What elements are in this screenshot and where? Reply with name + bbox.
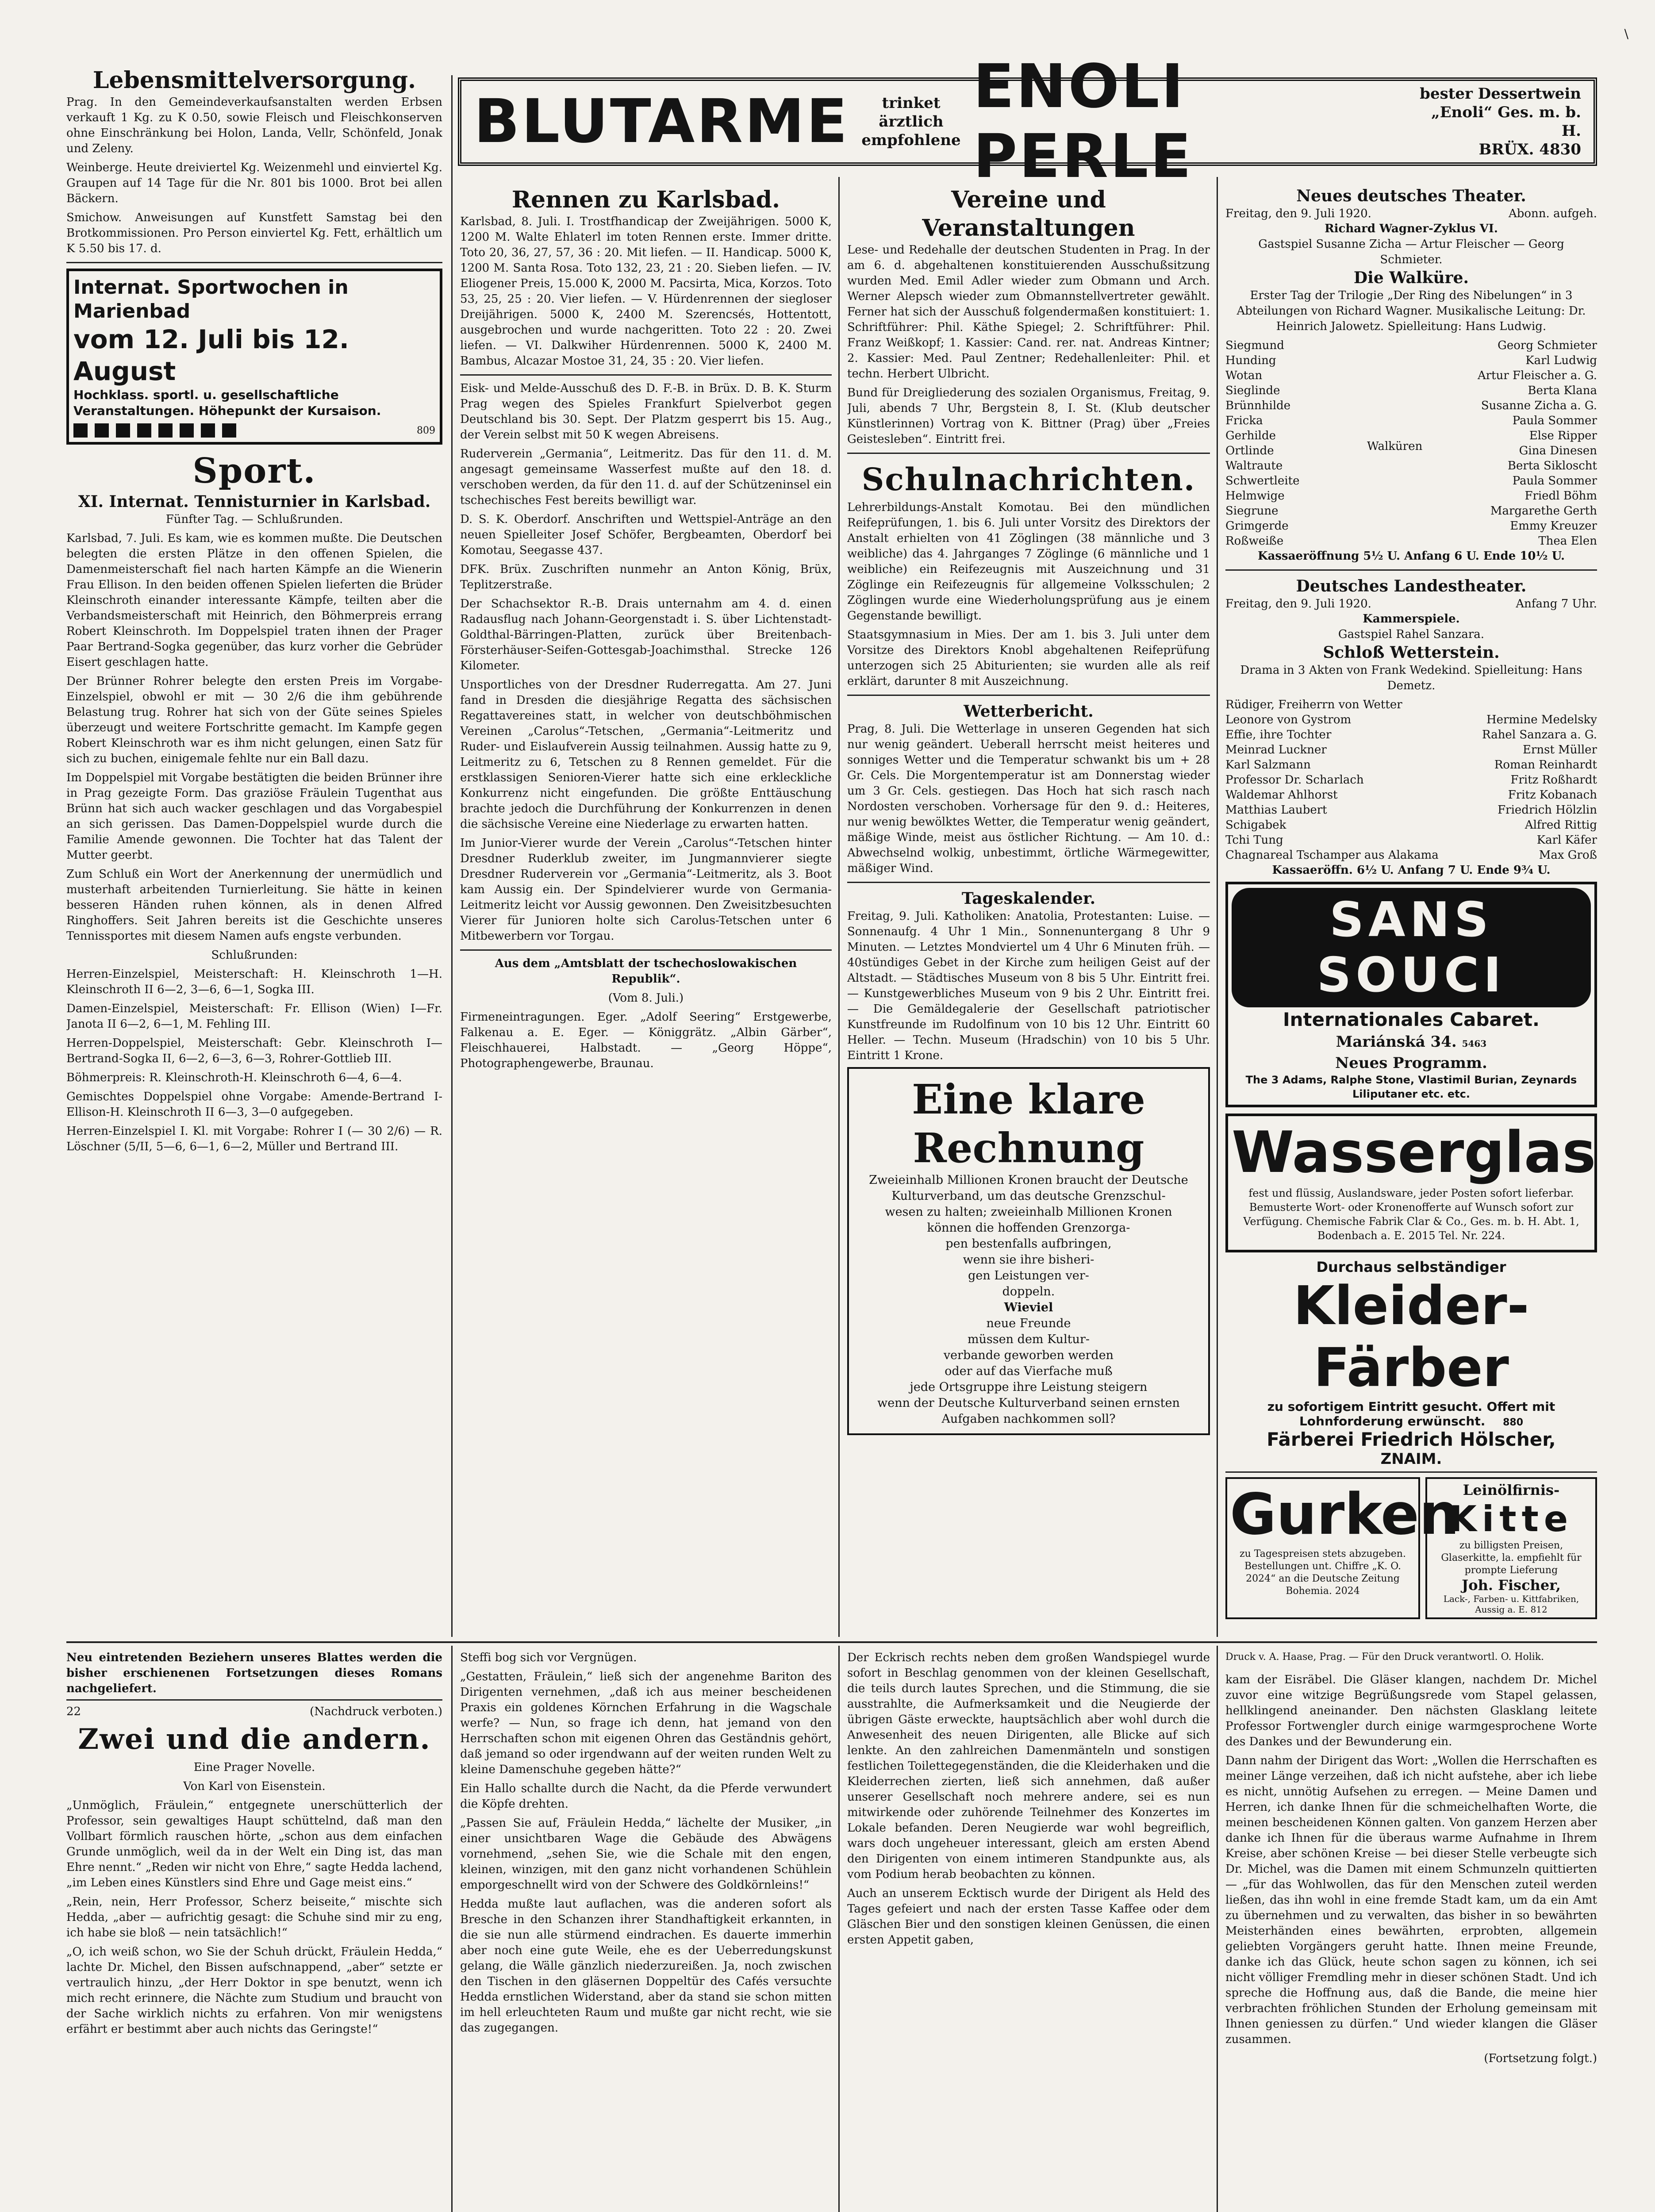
banner-middle-1: trinket ärztlich [879,94,944,131]
serial-p8: Hedda mußte laut auflachen, was die anderen sofort als Bresche in den Schanzen ihrer Standhaftigkeit erkannten, in die sie nun alle stürmend eindrachen. Es dauerte immerhin aber noch eine gute Weile, ehe es der Ueberredungskunst gelang, die Wälle gänzlich niederzureißen. Ja, noch zwischen den Tischen in den gläsernen Doppeltür des Cafés versuchte Hedda ernstlichen Widerstand, aber da stand sie schon mitten im hell erleuchteten Raum und mußte gar nicht recht, wie sie das zugegangen. [460,1897,832,2035]
theatre2-guest: Gastspiel Rahel Sanzara. [1338,628,1485,641]
serial-notice: Neu eintretenden Beziehern unseres Blattes werden die bisher erschienenen Fortsetzungen dieses Romans nachgeliefert. [66,1650,442,1701]
cast-role: Grimgerde [1225,519,1289,533]
divider [847,453,1210,454]
cast-row [1225,697,1597,712]
theatre1-guests: Gastspiel Susanne Zicha — Artur Fleischer — Georg Schmieter. [1258,238,1564,266]
theatre1-cast [1225,338,1597,549]
cast-row [1225,353,1597,368]
ad-line: Kulturverband, um das deutsche Grenzschul- [891,1189,1166,1203]
serial-nachdruck: (Nachdruck verboten.) [310,1705,442,1718]
kf-p2: Lohnforderung erwünscht. [1299,1414,1486,1429]
theatre2-play: Schloß Wetterstein. [1323,643,1500,662]
column-rule [838,1646,840,2212]
cast-actor: Margarethe Gerth [1490,504,1597,518]
cast-row [1225,534,1597,549]
theatre1-title: Neues deutsches Theater. [1296,187,1526,205]
cast-row [1225,503,1597,518]
kf-firm: Färberei Friedrich Hölscher, [1267,1429,1556,1450]
divider [847,882,1210,883]
bottom-ads-row [1225,1477,1597,1619]
ad-line: neue Freunde [986,1317,1071,1330]
cast-role: Siegrune [1225,504,1279,518]
ad-line: doppeln. [1002,1285,1055,1298]
marienbad-desc: Hochklass. sportl. u. gesellschaftliche Veranstaltungen. Höhepunkt der Kursaison. [73,388,381,418]
serial-p2: „Rein, nein, Herr Professor, Scherz beiseite,“ mischte sich Hedda, „aber — aufrichtig gesagt: die Schuhe sind mir zu eng, ich habe sie bloß — nein tatsächlich!“ [66,1895,442,1939]
banner-middle [849,94,973,150]
food-p1: Prag. In den Gemeindeverkaufsanstalten werden Erbsen verkauft 1 Kg. zu K 0.50, sowie Fleisch und Fleischkonserven ohne Einschränkung bei Holon, Landa, Vellr, Schönfeld, Jonak und Zeleny. [66,96,442,155]
cast-row [1225,803,1597,818]
banner-tag-num: 4830 [1539,141,1581,158]
corner-mark: \ [1624,27,1628,41]
cabaret-program: Neues Programm. [1335,1054,1487,1072]
cast-role: Helmwige [1225,489,1285,503]
cast-actor: Alfred Rittig [1524,818,1597,832]
kitte-addr: Lack-, Farben- u. Kittfabriken, Aussig a. E. 812 [1443,1594,1579,1615]
cast-role: Ortlinde [1225,444,1274,457]
column-rule [1217,1646,1218,2212]
serial-p12: Dann nahm der Dirigent das Wort: „Wollen die Herrschaften es meiner Länge verzeihen, daß ich nicht aufstehe, aber ich liebe es nicht, unnötig Aufsehen zu erregen. — Meine Damen und Herren, ich danke Ihnen für die schmeichelhaften Worte, die meinen bescheidenen Können galten. Von ganzem Herzen aber danke ich Ihnen für die überaus warme Aufnahme in Ihrem Kreise, aber schönen Kreise — bei dieser Stelle verbeugte sich Dr. Michel, was die Damen mit einem Schmunzeln quittierten — „für das Wohlwollen, das für den Menschen zuteil werden ließen, das ihn wohl in eine fremde Stadt kam, um da ein Amt zu übernehmen und zu verwalten, das bisher in so bewährten Meisterhänden eines bewährten, erprobten, allgemein geliebten Vorgängers geruht hatte. Ihnen meine Freunde, danke ich das Glück, heute schon sagen zu können, ich sei nicht völliger Fremdling mehr in dieser schönen Stadt. Und ich spreche die Hoffnung aus, daß die Bande, die meine hier verbrachten fröhlichen Stunden der Erholung gemeinsam mit Ihnen geniessen zu dürfen.“ Und wieder klangen die Gläser zusammen. [1225,1754,1597,2046]
column-1 [66,66,442,1632]
marienbad-ad [66,269,442,445]
ad-line: pen bestenfalls aufbringen, [945,1237,1112,1251]
gurken-title: Gurken [1230,1482,1459,1548]
column-3 [847,186,1210,1637]
kf-top: Durchaus selbständiger [1316,1259,1506,1275]
cast-row [1225,772,1597,787]
cast-role: Roßweiße [1225,534,1284,548]
cast-row [1225,458,1597,473]
kf-p2-line [1225,1414,1597,1429]
news-p2: Ruderverein „Germania“, Leitmeritz. Das für den 11. d. M. angesagt gemeinsame Wasserfest mußte auf den 18. d. verschoben werden, da für den 11. d. auf der Schützeninsel ein tschechisches Fest bereits bewilligt war. [460,447,832,507]
theatre2-sub: Kammerspiele. [1363,612,1460,626]
serial-col-4 [1225,1672,1597,2212]
cast-role: Brünnhilde [1225,399,1291,412]
tennis-p3: Im Doppelspiel mit Vorgabe bestätigten die beiden Brünner ihre in Prag gezeigte Form. Das graziöse Fräulein Tugenthat aus Brünn hat sich auch wacker geschlagen und das Vorgabespiel an sich gerissen. Das Damen-Doppelspiel wurde durch die Familie Amende gewonnen. Die Tochter hat das Talent der Mutter geerbt. [66,771,442,862]
amtsblatt-date: (Vom 8. Juli.) [608,991,684,1005]
pattern-block [116,423,130,438]
serial-subtitle: Eine Prager Novelle. [193,1761,315,1774]
walkueren-bracket-label: Walküren [1367,440,1423,453]
serial-p3: „O, ich weiß schon, wo Sie der Schuh drückt, Fräulein Hedda,“ lachte Dr. Michel, den Bissen aufschnappend, „aber“ setzte er vertraulich hinzu, „der Herr Doktor in spe benutzt, wenn ich mich recht erinnere, die Nächte zum Studium und braucht von der Sache wirklich nichts zu erfahren. Von mir wenigstens erfährt er bestimmt aber auch nichts das Geringste!“ [66,1945,442,2036]
ad-line: müssen dem Kultur- [968,1333,1090,1346]
cast-actor: Georg Schmieter [1498,339,1597,352]
race-p1: Karlsbad, 8. Juli. I. Trostfhandicap der Zweijährigen. 5000 K, 1200 M. Walte Ehlaterl im toten Rennen erste. Immer dritte. Toto 20, 36, 27, 57, 36 : 20. Mit liefen. — II. Handicap. 5000 K, 1200 M. Santa Rosa. Toto 132, 23, 21 : 20. Sieben liefen. — IV. Eliogener Preis, 15.000 K, 2000 M. Pacsirta, Mica, Korzos. Toto 53, 25, 25 : 20. Vier liefen. — V. Hürdenrennen der siegloser Dreijährigen. 5000 K, 2400 M. Szerencsés, Hottentott, ausgebrochen und wurde nachgeritten. Toto 22 : 20. Zwei liefen. — VI. Dalkwiher Hürdenrennen. 5000 K, 2400 M. Bambus, Alcazar Mostoe 31, 24, 35 : 20. Vier liefen. [460,215,832,368]
school-p1: Lehrerbildungs-Anstalt Komotau. Bei den mündlichen Reifeprüfungen, 1. bis 6. Juli unter Vorsitz des Direktors der Anstalt erhielten von 41 Zöglingen (38 männliche und 3 weibliche) das 4. Jahrganges 7 Zöglinge (6 männliche und 1 weibliche) ein Reifezeugnis mit Auszeichnung und 31 Zöglinge ein Reifezeugnis für allgemeine Volksschulen; 2 Zöglingen wurde eine Wiederholungsprüfung aus je einem Gegenstande bewilligt. [847,501,1210,622]
column-rule [838,177,840,1637]
wasserglas-ad [1225,1114,1597,1252]
pattern-block [137,423,151,438]
cast-actor: Friedl Böhm [1524,489,1597,503]
theatre1-date: Freitag, den 9. Juli 1920. [1225,207,1371,220]
cast-row [1225,473,1597,488]
banner-tag [1413,84,1581,159]
cabaret-acts: The 3 Adams, Ralphe Stone, Vlastimil Burian, Zeynards Liliputaner etc. etc. [1245,1074,1577,1100]
cast-actor: Else Ripper [1529,429,1597,442]
cast-actor: Hermine Medelsky [1486,713,1597,726]
cast-role: Sieglinde [1225,384,1280,397]
marienbad-title: Internat. Sportwochen in Marienbad [73,276,349,323]
assoc-title: Vereine und Veranstaltungen [922,186,1135,242]
kulturverband-ad [847,1067,1210,1435]
assoc-p1: Lese- und Redehalle der deutschen Studenten in Prag. In der am 6. d. abgehaltenen konstituierenden Ausschußsitzung wurden Med. Emil Adler wieder zum Obmann und Arch. Werner Alepsch wieder zum Obmannstellvertreter gewählt. Ferner hat sich der Ausschuß folgendermaßen konstituiert: 1. Schriftführer: Phil. Käthe Spiegel; 2. Schriftführer: Phil. Franz Weißkopf; 1. Kassier: Cand. rer. nat. Andreas Kintner; 2. Kassier: Med. Paul Zentner; Redehallenleiter: Phil. et techn. Herbert Ulbricht. [847,243,1210,380]
cast-actor: Paula Sommer [1512,414,1597,427]
serial-title: Zwei und die andern. [78,1723,431,1756]
cast-role: Gerhilde [1225,429,1276,442]
news-p5: Der Schachsektor R.-B. Drais unternahm am 4. d. einen Radausflug nach Johann-Georgenstadt i. S. über Lichtenstadt-Goldthal-Bärringen-Platten, zurück über Breitenbach-Försterhäuser-Seifen-Gottesgab-Joachimsthal. Strecke 126 Kilometer. [460,597,832,672]
cast-role: Siegmund [1225,339,1284,352]
ad-line: Wieviel [1004,1301,1053,1314]
banner-tag-3: BRÜX. [1478,141,1534,158]
race-title: Rennen zu Karlsbad. [511,186,780,213]
theatre2-date: Freitag, den 9. Juli 1920. [1225,597,1371,611]
column-rule [451,1646,453,2212]
newspaper-page [66,52,1597,2212]
cast-role: Meinrad Luckner [1225,743,1327,757]
ad-line: oder auf das Vierfache muß [945,1364,1113,1378]
serial-p6: Ein Hallo schallte durch die Nacht, da die Pferde verwundert die Köpfe drehten. [460,1782,832,1811]
cast-row [1225,833,1597,848]
serial-col-1 [66,1650,442,2212]
cast-row [1225,742,1597,757]
gurken-text: zu Tagespreisen stets abzugeben. Bestellungen unt. Chiffre „K. O. 2024“ an die Deutsche Zeitung Bohemia. 2024 [1240,1548,1406,1597]
theatre1-abo: Abonn. aufgeh. [1508,207,1597,220]
cast-role: Effie, ihre Tochter [1225,728,1332,741]
ad-line: wenn der Deutsche Kulturverband seinen ernsten [877,1396,1180,1410]
serial-p1: „Unmöglich, Fräulein,“ entgegnete unerschütterlich der Professor, sein gewaltiges Haupt schüttelnd, daß man den Vollbart förmlich rauschen hörte, „schon aus dem einfachen Grunde unmöglich, weil da in der Welt ein Ding ist, das man Ehre nennt.“ „Reden wir nicht von Ehre,“ sagte Hedda lachend, „im Leben eines Künstlers sind Ehre und Gage meist eins.“ [66,1799,442,1889]
gurken-ad [1225,1477,1459,1619]
serial-col-3 [847,1650,1210,2212]
cast-role: Chagnareal Tschamper aus Alakama [1225,849,1439,862]
cast-actor: Ernst Müller [1522,743,1597,757]
food-p2: Weinberge. Heute dreiviertel Kg. Weizenmehl und einviertel Kg. Graupen auf 14 Tage für die Nr. 801 bis 1000. Brot bei allen Bäckern. [66,161,442,205]
cast-actor: Berta Klana [1528,384,1597,397]
marienbad-dates: vom 12. Juli bis 12. August [73,324,349,386]
banner-left: BLUTARME [474,87,849,157]
cast-row [1225,338,1597,353]
pattern-block [222,423,236,438]
cast-actor: Karl Ludwig [1525,354,1597,367]
ad-line: Zweieinhalb Millionen Kronen braucht der Deutsche [869,1173,1188,1187]
banner-middle-2: empfohlene [861,131,961,149]
pattern-block [95,423,109,438]
theatre2-info: Drama in 3 Akten von Frank Wedekind. Spielleitung: Hans Demetz. [1240,664,1582,692]
kitte-firm: Joh. Fischer, [1462,1577,1561,1594]
serial-p5: „Gestatten, Fräulein,“ ließ sich der angenehme Bariton des Dirigenten vernehmen, „daß ich aus meiner bescheidenen Praxis ein goldenes Körnchen Erfahrung in die Wagschale werfe? — Nun, so frage ich denn, hat jemand von den Herrschaften schon mit eigenen Ohren das Geständnis gehört, daß jemand so oder irgendwann auf der weiten runden Welt zu kleine Damenschuhe gegeben hätte?“ [460,1670,832,1776]
ad-line: wenn sie ihre bisheri- [963,1253,1094,1267]
column-rule [451,75,453,1637]
theatre2-times: Kassaeröffn. 6½ U. Anfang 7 U. Ende 9¾ U. [1272,864,1551,877]
cast-actor: Paula Sommer [1512,474,1597,488]
cast-row [1225,383,1597,398]
theatre2-cast [1225,697,1597,863]
kulturverband-lines [855,1172,1202,1427]
regatta-p2: Im Junior-Vierer wurde der Verein „Carolus“-Tetschen hinter Dresdner Ruderklub zweiter, im Jungmannvierer siegte Dresdner Ruderverein vor „Germania“-Leitmeritz, als 3. Boot kam Aussig ein. Der Spindelvierer wurde von Germania-Leitmeritz leicht vor Aussig gewonnen. Den Zweisitzbesuchten Vierer für Junioren holte sich Carolus-Tetschen unter 6 Mitbewerbern vor Torgau. [460,837,832,943]
cabaret-num: 5463 [1462,1038,1487,1049]
kleider-faerber-ad [1225,1259,1597,1473]
ad-line: wesen zu halten; zweieinhalb Millionen Kronen [885,1205,1172,1219]
kf-num: 880 [1503,1417,1524,1428]
pattern-block [180,423,194,438]
cast-role: Leonore von Gystrom [1225,713,1352,726]
cabaret-ad [1225,882,1597,1107]
cast-actor: Fritz Kobanach [1508,788,1597,802]
school-title: Schulnachrichten. [861,461,1196,498]
food-supply-title: Lebensmittelversorgung. [92,67,416,94]
divider [460,949,832,951]
cast-role: Schigabek [1225,818,1286,832]
tennis-p1: Karlsbad, 7. Juli. Es kam, wie es kommen mußte. Die Deutschen belegten die ersten Plätze in den offenen Spielen, die Damenmeisterschaft fiel nach harten Kämpfe an die Wienerin Frau Ellison. In den beiden offenen Spielen lieferten die Brüder Kleinschroth einander interessante Kämpfe, teilten aber die Verbandsmeisterschaft mit Heinrich, den Böhmerpreis errang Robert Kleinschroth. Im Doppelspiel traten ihnen der Prager Paar Bertrand-Sogka gegenüber, das kurz vorher die Gebrüder Eisert geschlagen hatte. [66,532,442,669]
assoc-p2: Bund für Dreigliederung des sozialen Organismus, Freitag, 9. Juli, abends 7 Uhr, Bergstein 8, I. St. (Klub deutscher Künstlerinnen) Vortrag von K. Bittner (Prag) über „Freies Geistesleben“. Eintritt frei. [847,386,1210,446]
cast-row [1225,488,1597,503]
cast-actor: Emmy Kreuzer [1510,519,1597,533]
sanssouci-logo: SANS SOUCI [1232,888,1591,1007]
feuilleton-separator [66,1641,1597,1643]
divider [66,262,442,263]
column-rule [1217,177,1218,1637]
cast-role: Schwertleite [1225,474,1300,488]
kf-p1: zu sofortigem Eintritt gesucht. Offert mit [1267,1399,1555,1414]
sport-title: Sport. [192,451,316,491]
news-p4: DFK. Brüx. Zuschriften nunmehr an Anton König, Brüx, Teplitzerstraße. [460,563,832,591]
column-4 [1225,186,1597,1637]
pattern-block [73,423,88,438]
kf-city: ZNAIM. [1380,1450,1442,1468]
cast-role: Matthias Laubert [1225,803,1327,817]
wasserglas-title: Wasserglas [1232,1120,1596,1186]
banner-tag-2: „Enoli“ Ges. m. b. H. [1431,104,1581,140]
ad-line: jede Ortsgruppe ihre Leistung steigern [910,1380,1148,1394]
kitte-text: zu billigsten Preisen, Glaserkitte, la. empfiehlt für prompte Lieferung [1441,1540,1582,1576]
cast-actor: Susanne Zicha a. G. [1481,399,1597,412]
divider [460,374,832,376]
cast-row [1225,398,1597,413]
cast-row [1225,518,1597,534]
ad-line: verbande geworben werden [943,1348,1114,1362]
tennis-p4: Zum Schluß ein Wort der Anerkennung der unermüdlich und musterhaft arbeitenden Turnierleitung. Sie hätte in keinen besseren Händen ruhen können, als in denen Alfred Ringhoffers. Seit Jahren bereits ist die Geschichte unseres Tennissportes mit diesem Namen aufs engste verbunden. [66,868,442,943]
marienbad-num: 809 [417,425,435,436]
cast-role: Waltraute [1225,459,1283,472]
theatre2-title: Deutsches Landestheater. [1296,577,1527,595]
cast-role: Fricka [1225,414,1263,427]
serial-p9: Der Eckrisch rechts neben dem großen Wandspiegel wurde sofort in Beschlag genommen von der kleinen Gesellschaft, die teils durch lautes Sprechen, und die Stimmung, die sie ausstrahlte, die Aufmerksamkeit und die Neugierde der übrigen Gäste erweckte, hauptsächlich aber wohl durch die Anwesenheit des neuen Dirigenten, alle Blicke auf sich lenkte. An den zahlreichen Damenmänteln und sonstigen festlichen Toilettegegenständen, die die Kleiderhaken und die Kleiderrechen zierten, ließ sich annehmen, daß außer unserer Gesellschaft noch mehrere andere, sei es nun mitwirkende oder zuhörende Teilnehmer des Konzertes im Lokale befanden. Deren Neugierde war wohl begreiflich, wars doch ungeheuer interessant, gleich am ersten Abend den Dirigenten von einem intimeren Standpunkte aus, als vom Podium herab beobachten zu können. [847,1651,1210,1881]
kulturverband-title: Eine klare Rechnung [912,1075,1145,1172]
theatre2-start: Anfang 7 Uhr. [1516,597,1597,611]
tennis-p2: Der Brünner Rohrer belegte den ersten Preis im Vorgabe-Einzelspiel, obwohl er mit — 30 2/6 die ihm gebührende Belastung trug. Rohrer hat sich von der Güte seines Spieles überzeugt und weitere Fortschritte gemacht. Im Kampfe gegen Robert Kleinschroth war es ihm nicht gelungen, einen Satz für sich zu buchen, einigemale fehlte nur ein Ball dazu. [66,675,442,765]
cast-role: Wotan [1225,369,1263,382]
cast-row [1225,368,1597,383]
results-title: Schlußrunden: [211,949,298,962]
calendar-p: Freitag, 9. Juli. Katholiken: Anatolia, Protestanten: Luise. — Sonnenaufg. 4 Uhr 1 Min., Sonnenuntergang 8 Uhr 9 Minuten. — Letztes Mondviertel um 4 Uhr 6 Minuten früh. — 40stündiges Gebet in der Kirche zum heiligen Geist auf der Altstadt. — Städtisches Museum von 8 bis 5 Uhr. Eintritt frei. — Kunstgewerbliches Museum von 9 bis 2 Uhr. Eintritt frei. — Die Gemäldegalerie der Gesellschaft patriotischer Kunstfreunde im Rudolfinum von 10 bis 12 Uhr. Eintritt 60 Heller. — Techn. Museum (Hradschin) von 10 bis 5 Uhr. Eintritt 1 Krone. [847,910,1210,1062]
cast-role: Tchi Tung [1225,833,1283,847]
kf-title: Kleider-Färber [1293,1275,1529,1399]
cast-role: Rüdiger, Freiherrn von Wetter [1225,698,1402,711]
cast-actor: Berta Sikloscht [1507,459,1597,472]
result-4: Böhmerpreis: R. Kleinschroth-H. Kleinschroth 6—4, 6—4. [66,1071,402,1084]
cast-role: Professor Dr. Scharlach [1225,773,1364,787]
cast-row [1225,413,1597,428]
result-2: Damen-Einzelspiel, Meisterschaft: Fr. Ellison (Wien) I—Fr. Janota II 6—2, 6—1, M. Fehling III. [66,1002,442,1031]
result-6: Herren-Einzelspiel I. Kl. mit Vorgabe: Rohrer I (— 30 2/6) — R. Löschner (5/II, 5—6, 6—1, 6—2, Müller und Bertrand III. [66,1125,442,1153]
theatre1-times: Kassaeröffnung 5½ U. Anfang 6 U. Ende 10½ U. [1257,549,1565,563]
food-p3: Smichow. Anweisungen auf Kunstfett Samstag bei den Brotkommissionen. Pro Person einviertel Kg. Fett, erhältlich um K 5.50 bis 17. d. [66,211,442,255]
serial-p7: „Passen Sie auf, Fräulein Hedda,“ lächelte der Musiker, „in einer unsichtbaren Wage die Gebäude des Abwägens vornehmend, „sehen Sie, wie die Schale mit den engen, kleinen, winzigen, mit den ganz nicht vorhandenen Schühlein emporgeschnellt wird von der Schwere des Goldkörnleins!“ [460,1816,832,1892]
serial-continued: (Fortsetzung folgt.) [1484,2052,1597,2065]
weather-title: Wetterbericht. [964,702,1094,721]
calendar-title: Tageskalender. [961,889,1096,908]
tennis-sub: Fünfter Tag. — Schlußrunden. [165,513,343,526]
news-p1: Eisk- und Melde-Ausschuß des D. F.-B. in Brüx. D. B. K. Sturm Prag wegen des Spieles Frankfurt Spielverbot gegen Deutschland bis 30. Sept. Der Platzm gesperrt bis 15. Aug., der Verein selbst mit 50 K wegen Abreisens. [460,382,832,442]
wasserglas-text: fest und flüssig, Auslandsware, jeder Posten sofort lieferbar. Bemusterte Wort- oder Kronenofferte auf Wunsch sofort zur Verfügung. Chemische Fabrik Clar & Co., Ges. m. b. H. Abt. 1, Bodenbach a. E. 2015 Tel. Nr. 224. [1243,1187,1579,1242]
theatre1-info: Erster Tag der Trilogie „Der Ring des Nibelungen“ in 3 Abteilungen von Richard Wagner. Musikalische Leitung: Dr. Heinrich Jalowetz. Spielleitung: Hans Ludwig. [1236,289,1586,333]
serial-p11: kam der Eisräbel. Die Gläser klangen, nachdem Dr. Michel zuvor eine witzige Begrüßungsrede vom Stapel gelassen, hellklingend aneinander. Den nächsten Glasklang leitete Professor Fortwengler durch einige warmgesprochene Worte des Dankes und der Bewunderung ein. [1225,1673,1597,1748]
cast-role: Waldemar Ahlhorst [1225,788,1338,802]
banner-tag-1: bester Dessertwein [1420,85,1581,103]
banner-right: ENOLI PERLE [973,52,1193,192]
kitte-title: Kitte [1449,1498,1574,1540]
serial-author: Von Karl von Eisenstein. [183,1780,326,1793]
column-2 [460,186,832,1637]
serial-number: 22 [66,1705,81,1718]
ad-line: Aufgaben nachkommen soll? [941,1412,1116,1426]
cast-role: Hunding [1225,354,1276,367]
pattern-block [158,423,173,438]
amtsblatt-p: Firmeneintragungen. Eger. „Adolf Seering“ Erstgewerbe, Falkenau a. E. Eger. — Königgrätz. „Albin Gärber“, Fleischhauerei, Halbstadt. — „Georg Höppe“, Photographengewerbe, Braunau. [460,1010,832,1070]
result-3: Herren-Doppelspiel, Meisterschaft: Gebr. Kleinschroth I—Bertrand-Sogka II, 6—2, 6—3, 6—3, Rohrer-Gottlieb III. [66,1037,442,1065]
cast-actor: Rahel Sanzara a. G. [1482,728,1597,741]
weather-p: Prag, 8. Juli. Die Wetterlage in unseren Gegenden hat sich nur wenig geändert. Ueberall herrscht meist heiteres und sonniges Wetter und die Temperatur schwankt bis um + 28 Gr. Cels. Die Morgentemperatur ist am Donnerstag wieder um 3 Gr. Cels. gestiegen. Das Hoch hat sich rasch nach Nordosten verschoben. Vorhersage für den 9. d.: Heiteres, nur wenig bewölktes Wetter, die Temperatur wenig geändert, mäßige Winde, meist aus östlicher Richtung. — Am 10. d.: Abwechselnd wolkig, unbestimmt, örtliche Wärmegewitter, mäßiger Wind. [847,722,1210,875]
regatta-p: Unsportliches von der Dresdner Ruderregatta. Am 27. Juni fand in Dresden die diesjährige Regatta des sächsischen Regattavereines statt, in welcher von deutschböhmischen Vereinen „Carolus“-Tetschen, „Germania“-Leitmeritz und Ruder- und Eislaufverein Aussig teilnahmen. Aussig hatte zu 9, Leitmeritz zu 6, Tetschen zu 8 Rennen gemeldet. Für die erstklassigen Senioren-Vierer hatte sich eine erkleckliche Konkurrenz nicht eingefunden. Die größte Enttäuschung brachte jedoch die Durchführung der Konkurrenzen in denen die sächsische Vereine eine Niederlage zu erwarten hatten. [460,678,832,831]
cabaret-address: Mariánská 34. [1336,1033,1457,1051]
cast-actor: Fritz Roßhardt [1510,773,1597,787]
cast-row [1225,757,1597,772]
kitte-ad [1425,1477,1597,1619]
enoli-banner-ad [458,52,1597,192]
ad-line: gen Leistungen ver- [968,1269,1089,1283]
result-5: Gemischtes Doppelspiel ohne Vorgabe: Amende-Bertrand I-Ellison-H. Kleinschroth II 6—3, 3—0 aufgegeben. [66,1090,442,1119]
pattern-block [201,423,215,438]
theatre1-cycle: Richard Wagner-Zyklus VI. [1325,222,1498,235]
school-p2: Staatsgymnasium in Mies. Der am 1. bis 3. Juli unter dem Vorsitze des Direktors Knobl abgehaltenen Reifeprüfung unterzogen sich 25 Abiturienten; sie wurden alle als reif erklärt, darunter 8 mit Auszeichnung. [847,628,1210,688]
cast-actor: Thea Elen [1538,534,1597,548]
cabaret-address-line [1232,1032,1591,1053]
cast-row [1225,712,1597,727]
amtsblatt-title: Aus dem „Amtsblatt der tschechoslowakischen Republik“. [495,957,797,986]
news-p3: D. S. K. Oberdorf. Anschriften und Wettspiel-Anträge an den neuen Spielleiter Josef Schöfer, Bergbeamten, Oberdorf bei Komotau, Seegasse 437. [460,513,832,557]
divider [847,695,1210,696]
serial-col-2 [460,1650,832,2212]
cast-actor: Friedrich Hölzlin [1498,803,1597,817]
cast-actor: Gina Dinesen [1519,444,1597,457]
kitte-top: Leinölfirnis- [1463,1482,1560,1498]
cast-row [1225,727,1597,742]
tennis-title: XI. Internat. Tennisturnier in Karlsbad. [78,492,431,511]
cast-row [1225,787,1597,803]
serial-numline [66,1704,442,1719]
cabaret-title: Internationales Cabaret. [1283,1009,1540,1030]
cast-actor: Artur Fleischer a. G. [1477,369,1597,382]
theatre1-play: Die Walküre. [1353,269,1469,287]
cast-actor: Roman Reinhardt [1494,758,1597,772]
ad-line: können die hoffenden Grenzorga- [927,1221,1130,1235]
theatre2-dateline [1225,596,1597,611]
cast-actor: Max Groß [1539,849,1597,862]
printer-imprint: Druck v. A. Haase, Prag. — Für den Druck verantwortl. O. Holik. [1225,1651,1544,1663]
divider [1225,569,1597,571]
result-1: Herren-Einzelspiel, Meisterschaft: H. Kleinschroth 1—H. Kleinschroth II 6—2, 3—6, 6—1, Sogka III. [66,968,442,996]
cast-row [1225,818,1597,833]
serial-p10: Auch an unserem Ecktisch wurde der Dirigent als Held des Tages gefeiert und nach der ersten Tasse Kaffee oder dem Gläschen Bier und den sonstigen kleinen Genüssen, die einen ersten Appetit gaben, [847,1887,1210,1947]
serial-p4: Steffi bog sich vor Vergnügen. [460,1651,637,1664]
marienbad-pattern [73,423,435,438]
cast-role: Karl Salzmann [1225,758,1311,772]
cast-row [1225,848,1597,863]
cast-actor: Karl Käfer [1536,833,1597,847]
theatre1-dateline [1225,206,1597,221]
